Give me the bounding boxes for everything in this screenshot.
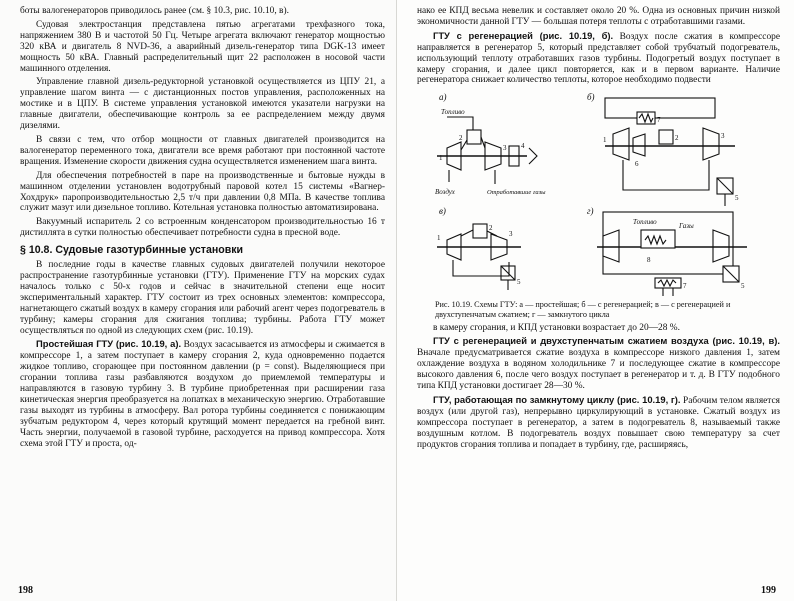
exhaust-label: Отработавшие газы (487, 189, 546, 197)
paragraph (417, 336, 780, 392)
paragraph: в камеру сгорания, и КПД установки возрастает до 20—28 %. (433, 322, 680, 333)
paragraph: В последние годы в качестве главных судовых двигателей получили некоторое распространение газотурбинные установки (ГТУ). Применение ГТУ на морских судах началось только с 50-х годов и сейчас в значительной степени еще носит экспериментальный характер. ГТУ состоит из трех основных элементов: компрессора, нагнетающего сжатый воздух в камеру сгорания или рабочий агент через подогреватель в турбину; камеры сгорания для сжигания топлива; турбины. Работа ГТУ может осуществляться по одной из следующих схем (рис. 10.19). (20, 260, 385, 336)
right-page (397, 0, 794, 601)
scheme-g-label: г) (587, 206, 594, 217)
paragraph: В связи с тем, что отбор мощности от главных двигателей производится на валогенератор переменного тока, двигатели все время работают при постоянной частоте вращения. Изменение скорости движения судна осуществляется изменением шага винта. (20, 134, 385, 167)
gtu-schemes-figure (417, 90, 773, 298)
paragraph-body: Рабочим телом является воздух (или другой газ), непрерывно циркулирующий в установке. Сжатый воздух из компрессора поступает в регенератор, а затем в подогреватель 8, называемый также воздушным котлом. В подогреватель воздух повышает свою температуру за счет продуктов сгорания топлива и попадает в турбину, где, расширяясь, (417, 395, 780, 450)
svg-text:5: 5 (735, 194, 739, 203)
paragraph (417, 31, 780, 87)
paragraph-lead: Простейшая ГТУ (рис. 10.19, а). (36, 338, 182, 350)
svg-text:6: 6 (635, 160, 639, 169)
scheme-b (587, 92, 739, 206)
paragraph: нако ее КПД весьма невелик и составляет около 20 %. Одна из основных причин низкой экономичности данной ГТУ — большая потеря теплоты с отработавшими газами. (417, 6, 780, 27)
svg-text:7: 7 (683, 282, 687, 291)
svg-text:1: 1 (439, 154, 443, 163)
svg-text:3: 3 (509, 230, 513, 239)
svg-text:7: 7 (657, 116, 661, 125)
paragraph-body: Воздух засасывается из атмосферы и сжимается в компрессоре 1, а затем поступает в камеру сгорания 2, куда одновременно подается жидкое топливо, сгорающее при постоянном давлении (p = const). Выделяющиеся при сгорании топлива газы разбавляются воздухом до приемлемой температуры и направляются в газовую турбину 3. В турбине приобретенная при расширении газа кинетическая энергия преобразуется на лопатках в механическую энергию. Отработавшие газы выходят из турбины в атмосферу. Вал ротора турбины соединяется с понижающим зубчатым редуктором 4, через который крутящий момент передается на гребной винт. Часть энергии, получаемой в газовой турбине, расходуется на привод компрессора. Хотя схема этой ГТУ и проста, од- (20, 340, 385, 449)
gtu-schemes-diagram (417, 90, 773, 298)
scheme-v-label: в) (439, 206, 446, 217)
paragraph: Судовая электростанция представлена пятью агрегатами трехфазного тока, напряжением 380 В и частотой 50 Гц. Четыре агрегата включают генератор мощностью 320 кВА и двигатель 8 NVD-36, а аварийный дизель-генератор типа DGK-13 имеет мощность 50 кВА. Главный распределительный щит 22 расположен в носовой части машинного отделения. (20, 19, 385, 74)
paragraph: Вакуумный испаритель 2 со встроенным конденсатором производительностью 16 т дистиллята в сутки полностью обеспечивает потребности судна в пресной воде. (20, 217, 385, 239)
page-number: 199 (761, 585, 776, 596)
air-label: Воздух (435, 188, 455, 197)
svg-text:2: 2 (459, 134, 463, 143)
fuel-label-g: Топливо (633, 218, 657, 227)
paragraph: боты валогенераторов приводилось ранее (см. § 10.3, рис. 10.10, в). (20, 6, 289, 16)
svg-text:3: 3 (721, 132, 725, 141)
paragraph-lead: ГТУ с регенерацией и двухступенчатым сжатием воздуха (рис. 10.19, в). (433, 335, 780, 347)
scheme-v (437, 206, 521, 290)
paragraph: Для обеспечения потребностей в паре на производственные и бытовые нужды в машинном отделении установлен водотрубный паровой котел 15 системы «Вагнер-Хохдрук» паропроизводительностью 2,5 т/ч при давлении 0,8 МПа. В качестве топлива служит мазут или дизельное топливо. Котельная установка полностью автоматизирована. (20, 170, 385, 214)
svg-text:8: 8 (647, 256, 651, 265)
paragraph-lead: ГТУ с регенерацией (рис. 10.19, б). (433, 29, 614, 41)
scheme-g (587, 206, 747, 296)
figure-caption: Рис. 10.19. Схемы ГТУ: а — простейшая; б — с регенерацией; в — с регенерацией и двухступенчатым сжатием; г — замкнутого цикла (435, 300, 731, 319)
svg-text:2: 2 (675, 134, 679, 143)
section-heading: § 10.8. Судовые газотурбинные установки (20, 244, 244, 257)
paragraph: Управление главной дизель-редукторной установкой осуществляется из ЦПУ 21, а управление шагом винта — с дистанционных постов управления, расположенных на мостике и в ЦПУ. В системе управления установкой имеются указатели нагрузки на главные двигатели, обеспечивающие контроль за ее распределением между двумя дизелями. (20, 77, 385, 132)
fuel-label: Топливо (441, 108, 465, 117)
scheme-b-label: б) (587, 92, 595, 103)
gases-label: Газы (679, 222, 694, 231)
paragraph-body: Воздух после сжатия в компрессоре направляется в регенератор 5, который представляет собой трубчатый подогреватель, использующий теплоту отработавших газов турбины. Подогретый воздух поступает в камеру сгорания, и далее цикл повторяется, как и в первом варианте. Наличие регенератора снижает количество теплоты, которое необходимо подвести (417, 31, 780, 86)
svg-text:1: 1 (437, 234, 441, 243)
svg-text:2: 2 (489, 224, 493, 233)
svg-text:5: 5 (517, 278, 521, 287)
paragraph (417, 395, 780, 451)
paragraph-lead: ГТУ, работающая по замкнутому циклу (рис. 10.19, г). (433, 393, 681, 405)
svg-text:1: 1 (603, 136, 607, 145)
scheme-a-label: а) (439, 92, 447, 103)
paragraph-body: Вначале предусматривается сжатие воздуха в компрессоре низкого давления 1, затем охлаждение воздуха в водяном холодильнике 7 и последующее сжатие в компрессоре высокого давления 6, после чего воздух поступает в регенератор и т. д. В ГТУ подобного типа КПД установки достигает 28—30 %. (417, 348, 780, 392)
svg-text:3: 3 (503, 144, 507, 153)
scheme-a (435, 92, 546, 196)
svg-text:5: 5 (741, 282, 745, 291)
page-number: 198 (18, 585, 33, 596)
svg-text:4: 4 (521, 142, 525, 151)
paragraph (20, 339, 385, 449)
